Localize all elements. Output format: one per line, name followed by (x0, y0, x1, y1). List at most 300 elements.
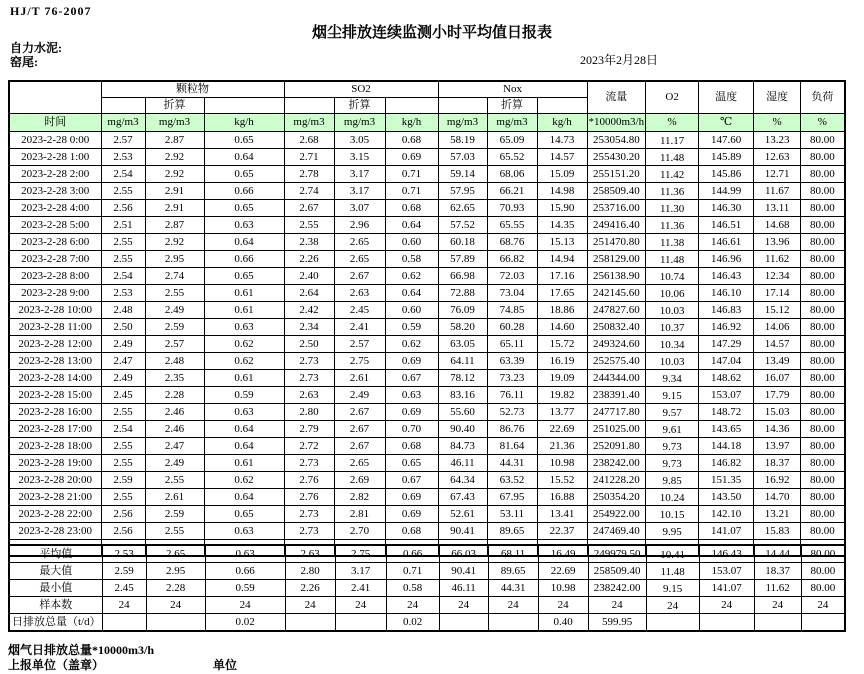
value-cell: 2.45 (334, 302, 385, 319)
value-cell: 58.20 (438, 319, 487, 336)
value-cell: 0.68 (385, 438, 438, 455)
value-cell: 2.57 (101, 132, 145, 149)
unit-header-11: ℃ (699, 114, 754, 132)
value-cell: 0.63 (204, 319, 284, 336)
value-cell: 146.51 (699, 217, 754, 234)
time-cell: 2023-2-28 3:00 (9, 183, 101, 200)
time-header: 时间 (9, 114, 101, 132)
value-cell: 13.23 (754, 132, 801, 149)
value-cell: 14.57 (537, 149, 587, 166)
table-row (9, 489, 845, 506)
value-cell: 252575.40 (587, 353, 646, 370)
table-row (9, 285, 845, 302)
value-cell: 2.57 (334, 336, 385, 353)
summary-value-cell: 0.40 (538, 614, 588, 632)
value-cell: 0.60 (385, 234, 438, 251)
value-cell: 0.64 (204, 489, 284, 506)
value-cell: 68.06 (487, 166, 537, 183)
value-cell: 0.64 (385, 217, 438, 234)
table-row (9, 387, 845, 404)
value-cell: 146.43 (699, 268, 754, 285)
unit-header-7: mg/m3 (487, 114, 537, 132)
value-cell: 0.62 (385, 336, 438, 353)
value-cell: 3.15 (334, 149, 385, 166)
summary-label: 样本数 (9, 597, 102, 614)
summary-value-cell: 24 (488, 597, 538, 614)
value-cell: 22.69 (537, 421, 587, 438)
value-cell: 254922.00 (587, 506, 646, 523)
value-cell: 0.67 (385, 472, 438, 489)
value-cell: 2.65 (334, 455, 385, 472)
value-cell: 2.91 (145, 183, 204, 200)
value-cell: 3.05 (334, 132, 385, 149)
value-cell: 2.59 (145, 506, 204, 523)
value-cell: 12.71 (754, 166, 801, 183)
value-cell: 2.45 (101, 387, 145, 404)
value-cell: 0.62 (204, 472, 284, 489)
value-cell: 0.64 (204, 421, 284, 438)
summary-value-cell: 66.03 (439, 545, 488, 563)
value-cell: 255151.20 (587, 166, 646, 183)
value-cell: 0.63 (204, 217, 284, 234)
value-cell: 2.65 (334, 234, 385, 251)
value-cell: 63.05 (438, 336, 487, 353)
value-cell: 10.98 (537, 455, 587, 472)
value-cell: 0.65 (204, 132, 284, 149)
value-cell: 2.78 (284, 166, 334, 183)
summary-value-cell: 2.95 (146, 563, 205, 580)
summary-value-cell: 2.65 (146, 545, 205, 563)
value-cell: 2.87 (145, 217, 204, 234)
summary-value-cell: 80.00 (801, 580, 845, 597)
value-cell: 67.95 (487, 489, 537, 506)
value-cell: 22.37 (537, 523, 587, 540)
summary-value-cell: 9.15 (646, 580, 699, 597)
value-cell: 66.82 (487, 251, 537, 268)
value-cell: 57.89 (438, 251, 487, 268)
time-cell: 2023-2-28 12:00 (9, 336, 101, 353)
value-cell: 0.61 (204, 370, 284, 387)
summary-value-cell: 10.98 (538, 580, 588, 597)
value-cell: 0.59 (204, 387, 284, 404)
header-flow: 流量 (587, 81, 646, 114)
value-cell: 148.72 (699, 404, 754, 421)
summary-value-cell: 14.44 (754, 545, 801, 563)
value-cell: 9.73 (646, 455, 699, 472)
value-cell: 17.65 (537, 285, 587, 302)
value-cell: 10.24 (646, 489, 699, 506)
value-cell: 2.61 (334, 370, 385, 387)
value-cell: 0.69 (385, 506, 438, 523)
value-cell: 2.35 (145, 370, 204, 387)
summary-value-cell: 24 (335, 597, 386, 614)
value-cell: 14.36 (754, 421, 801, 438)
value-cell: 80.00 (801, 404, 845, 421)
value-cell: 80.00 (801, 251, 845, 268)
table-row (9, 268, 845, 285)
value-cell: 10.34 (646, 336, 699, 353)
value-cell: 2.81 (334, 506, 385, 523)
value-cell: 10.37 (646, 319, 699, 336)
time-cell: 2023-2-28 13:00 (9, 353, 101, 370)
summary-row (9, 614, 845, 632)
value-cell: 0.61 (204, 285, 284, 302)
table-row (9, 319, 845, 336)
table-row (9, 353, 845, 370)
value-cell: 146.61 (699, 234, 754, 251)
value-cell: 12.34 (754, 268, 801, 285)
value-cell: 65.11 (487, 336, 537, 353)
summary-value-cell (439, 614, 488, 632)
value-cell: 147.29 (699, 336, 754, 353)
value-cell: 253054.80 (587, 132, 646, 149)
value-cell: 80.00 (801, 455, 845, 472)
value-cell: 11.42 (646, 166, 699, 183)
value-cell: 0.69 (385, 489, 438, 506)
value-cell: 68.76 (487, 234, 537, 251)
value-cell: 2.74 (284, 183, 334, 200)
value-cell: 143.50 (699, 489, 754, 506)
summary-value-cell: 0.63 (205, 545, 285, 563)
value-cell: 80.00 (801, 319, 845, 336)
value-cell: 65.55 (487, 217, 537, 234)
unit-header-0: mg/m3 (101, 114, 145, 132)
value-cell: 0.58 (385, 251, 438, 268)
summary-label: 最大值 (9, 563, 102, 580)
value-cell: 2.34 (284, 319, 334, 336)
value-cell: 80.00 (801, 336, 845, 353)
unit-header-12: % (754, 114, 801, 132)
value-cell: 2.26 (284, 251, 334, 268)
value-cell: 90.40 (438, 421, 487, 438)
value-cell: 0.61 (204, 455, 284, 472)
value-cell: 74.85 (487, 302, 537, 319)
summary-value-cell: 80.00 (801, 545, 845, 563)
value-cell: 0.70 (385, 421, 438, 438)
value-cell: 0.63 (204, 404, 284, 421)
value-cell: 0.63 (385, 387, 438, 404)
value-cell: 9.15 (646, 387, 699, 404)
value-cell: 0.62 (385, 268, 438, 285)
value-cell: 64.34 (438, 472, 487, 489)
summary-row (9, 545, 845, 563)
table-row (9, 438, 845, 455)
table-row (9, 302, 845, 319)
value-cell: 147.60 (699, 132, 754, 149)
value-cell: 2.65 (334, 251, 385, 268)
value-cell: 11.36 (646, 217, 699, 234)
value-cell: 80.00 (801, 285, 845, 302)
value-cell: 2.64 (284, 285, 334, 302)
monitoring-table (8, 80, 846, 557)
value-cell: 13.41 (537, 506, 587, 523)
value-cell: 2.55 (101, 489, 145, 506)
summary-row (9, 563, 845, 580)
table-row (9, 472, 845, 489)
summary-value-cell: 44.31 (488, 580, 538, 597)
table-row (9, 523, 845, 540)
value-cell: 0.60 (385, 302, 438, 319)
value-cell: 2.54 (101, 166, 145, 183)
value-cell: 146.30 (699, 200, 754, 217)
value-cell: 2.67 (334, 438, 385, 455)
value-cell: 80.00 (801, 217, 845, 234)
value-cell: 14.70 (754, 489, 801, 506)
value-cell: 80.00 (801, 421, 845, 438)
blank-cell (385, 98, 438, 114)
value-cell: 146.96 (699, 251, 754, 268)
value-cell: 60.28 (487, 319, 537, 336)
time-cell: 2023-2-28 2:00 (9, 166, 101, 183)
summary-value-cell: 24 (386, 597, 439, 614)
value-cell: 2.56 (101, 200, 145, 217)
value-cell: 0.64 (204, 438, 284, 455)
time-cell: 2023-2-28 16:00 (9, 404, 101, 421)
value-cell: 0.64 (385, 285, 438, 302)
value-cell: 253716.00 (587, 200, 646, 217)
time-cell: 2023-2-28 0:00 (9, 132, 101, 149)
value-cell: 16.07 (754, 370, 801, 387)
value-cell: 244344.00 (587, 370, 646, 387)
value-cell: 18.37 (754, 455, 801, 472)
summary-value-cell (754, 614, 801, 632)
value-cell: 241228.20 (587, 472, 646, 489)
value-cell: 2.91 (145, 200, 204, 217)
value-cell: 2.71 (284, 149, 334, 166)
value-cell: 2.63 (284, 387, 334, 404)
summary-value-cell: 11.62 (754, 580, 801, 597)
value-cell: 0.69 (385, 353, 438, 370)
summary-value-cell: 24 (285, 597, 335, 614)
summary-row (9, 580, 845, 597)
value-cell: 2.55 (101, 183, 145, 200)
group-header-pm: 颗粒物 (101, 81, 284, 98)
summary-value-cell: 2.80 (285, 563, 335, 580)
summary-value-cell: 0.66 (386, 545, 439, 563)
value-cell: 10.06 (646, 285, 699, 302)
table-row (9, 183, 845, 200)
value-cell: 2.73 (284, 370, 334, 387)
summary-value-cell: 0.71 (386, 563, 439, 580)
report-unit-label: 上报单位（盖章） (8, 658, 105, 672)
time-cell: 2023-2-28 7:00 (9, 251, 101, 268)
value-cell: 0.66 (204, 251, 284, 268)
value-cell: 146.83 (699, 302, 754, 319)
summary-value-cell: 0.66 (205, 563, 285, 580)
value-cell: 73.04 (487, 285, 537, 302)
value-cell: 0.69 (385, 404, 438, 421)
summary-value-cell: 18.37 (754, 563, 801, 580)
time-cell: 2023-2-28 9:00 (9, 285, 101, 302)
value-cell: 14.06 (754, 319, 801, 336)
table-row (9, 421, 845, 438)
summary-value-cell: 153.07 (699, 563, 754, 580)
value-cell: 80.00 (801, 387, 845, 404)
value-cell: 2.72 (284, 438, 334, 455)
value-cell: 146.10 (699, 285, 754, 302)
summary-value-cell: 24 (588, 597, 646, 614)
summary-value-cell (801, 614, 845, 632)
value-cell: 80.00 (801, 489, 845, 506)
value-cell: 84.73 (438, 438, 487, 455)
summary-value-cell (488, 614, 538, 632)
summary-value-cell: 10.41 (646, 545, 699, 563)
value-cell: 0.64 (204, 149, 284, 166)
value-cell: 2.67 (284, 200, 334, 217)
summary-value-cell: 0.02 (205, 614, 285, 632)
time-header-spacer (9, 81, 101, 114)
value-cell: 0.62 (204, 336, 284, 353)
value-cell: 66.21 (487, 183, 537, 200)
time-cell: 2023-2-28 22:00 (9, 506, 101, 523)
value-cell: 16.92 (754, 472, 801, 489)
table-row (9, 200, 845, 217)
value-cell: 250832.40 (587, 319, 646, 336)
unit-label: 单位 (213, 658, 238, 672)
value-cell: 81.64 (487, 438, 537, 455)
summary-label: 最小值 (9, 580, 102, 597)
value-cell: 15.72 (537, 336, 587, 353)
value-cell: 2.49 (145, 302, 204, 319)
value-cell: 16.19 (537, 353, 587, 370)
value-cell: 141.07 (699, 523, 754, 540)
unit-header-9: *10000m3/h (587, 114, 646, 132)
value-cell: 14.60 (537, 319, 587, 336)
value-cell: 0.62 (204, 353, 284, 370)
value-cell: 62.65 (438, 200, 487, 217)
summary-value-cell: 80.00 (801, 563, 845, 580)
value-cell: 80.00 (801, 472, 845, 489)
time-cell: 2023-2-28 1:00 (9, 149, 101, 166)
value-cell: 0.71 (385, 166, 438, 183)
value-cell: 14.94 (537, 251, 587, 268)
value-cell: 2.49 (101, 336, 145, 353)
value-cell: 65.52 (487, 149, 537, 166)
summary-value-cell: 24 (102, 597, 146, 614)
summary-table (8, 544, 846, 632)
value-cell: 2.96 (334, 217, 385, 234)
value-cell: 63.39 (487, 353, 537, 370)
unit-header-13: % (801, 114, 845, 132)
summary-value-cell: 11.48 (646, 563, 699, 580)
value-cell: 2.51 (101, 217, 145, 234)
value-cell: 2.70 (334, 523, 385, 540)
value-cell: 143.65 (699, 421, 754, 438)
value-cell: 0.61 (204, 302, 284, 319)
value-cell: 2.92 (145, 166, 204, 183)
summary-value-cell: 24 (205, 597, 285, 614)
blank-cell (537, 98, 587, 114)
value-cell: 0.59 (385, 319, 438, 336)
value-cell: 72.03 (487, 268, 537, 285)
value-cell: 18.86 (537, 302, 587, 319)
value-cell: 13.49 (754, 353, 801, 370)
value-cell: 2.68 (284, 132, 334, 149)
summary-value-cell: 16.49 (538, 545, 588, 563)
value-cell: 255430.20 (587, 149, 646, 166)
value-cell: 2.56 (101, 506, 145, 523)
value-cell: 0.68 (385, 523, 438, 540)
value-cell: 10.15 (646, 506, 699, 523)
value-cell: 17.79 (754, 387, 801, 404)
value-cell: 258129.00 (587, 251, 646, 268)
value-cell: 2.46 (145, 421, 204, 438)
summary-value-cell: 2.45 (102, 580, 146, 597)
value-cell: 256138.90 (587, 268, 646, 285)
value-cell: 11.17 (646, 132, 699, 149)
converted-header-nox: 折算 (487, 98, 537, 114)
value-cell: 44.31 (487, 455, 537, 472)
value-cell: 2.55 (145, 472, 204, 489)
value-cell: 2.67 (334, 421, 385, 438)
value-cell: 2.79 (284, 421, 334, 438)
value-cell: 153.07 (699, 387, 754, 404)
value-cell: 9.34 (646, 370, 699, 387)
value-cell: 0.69 (385, 149, 438, 166)
summary-value-cell: 249979.50 (588, 545, 646, 563)
summary-label: 日排放总量（t/d） (9, 614, 102, 632)
value-cell: 16.88 (537, 489, 587, 506)
value-cell: 2.50 (101, 319, 145, 336)
summary-value-cell: 2.26 (285, 580, 335, 597)
doc-code: HJ/T 76-2007 (10, 4, 92, 18)
value-cell: 80.00 (801, 132, 845, 149)
value-cell: 2.87 (145, 132, 204, 149)
summary-value-cell: 24 (538, 597, 588, 614)
time-cell: 2023-2-28 20:00 (9, 472, 101, 489)
value-cell: 0.65 (385, 455, 438, 472)
value-cell: 2.54 (101, 268, 145, 285)
flow-total-note: 烟气日排放总量*10000m3/h (8, 643, 155, 657)
value-cell: 15.13 (537, 234, 587, 251)
value-cell: 0.63 (204, 523, 284, 540)
value-cell: 70.93 (487, 200, 537, 217)
value-cell: 2.28 (145, 387, 204, 404)
group-header-nox: Nox (438, 81, 587, 98)
value-cell: 15.09 (537, 166, 587, 183)
table-row (9, 234, 845, 251)
value-cell: 76.11 (487, 387, 537, 404)
value-cell: 2.42 (284, 302, 334, 319)
value-cell: 247469.40 (587, 523, 646, 540)
value-cell: 80.00 (801, 302, 845, 319)
value-cell: 0.64 (204, 234, 284, 251)
summary-value-cell: 3.17 (335, 563, 386, 580)
value-cell: 3.17 (334, 166, 385, 183)
value-cell: 147.04 (699, 353, 754, 370)
value-cell: 2.76 (284, 472, 334, 489)
unit-header-10: % (646, 114, 699, 132)
value-cell: 83.16 (438, 387, 487, 404)
value-cell: 3.17 (334, 183, 385, 200)
value-cell: 11.38 (646, 234, 699, 251)
summary-value-cell (335, 614, 386, 632)
value-cell: 9.73 (646, 438, 699, 455)
value-cell: 0.65 (204, 506, 284, 523)
value-cell: 52.73 (487, 404, 537, 421)
value-cell: 2.55 (101, 438, 145, 455)
unit-header-3: mg/m3 (284, 114, 334, 132)
blank-cell (204, 98, 284, 114)
value-cell: 9.57 (646, 404, 699, 421)
blank-cell (284, 98, 334, 114)
table-row (9, 336, 845, 353)
value-cell: 15.12 (754, 302, 801, 319)
unit-header-2: kg/h (204, 114, 284, 132)
value-cell: 14.98 (537, 183, 587, 200)
value-cell: 57.52 (438, 217, 487, 234)
summary-value-cell: 141.07 (699, 580, 754, 597)
